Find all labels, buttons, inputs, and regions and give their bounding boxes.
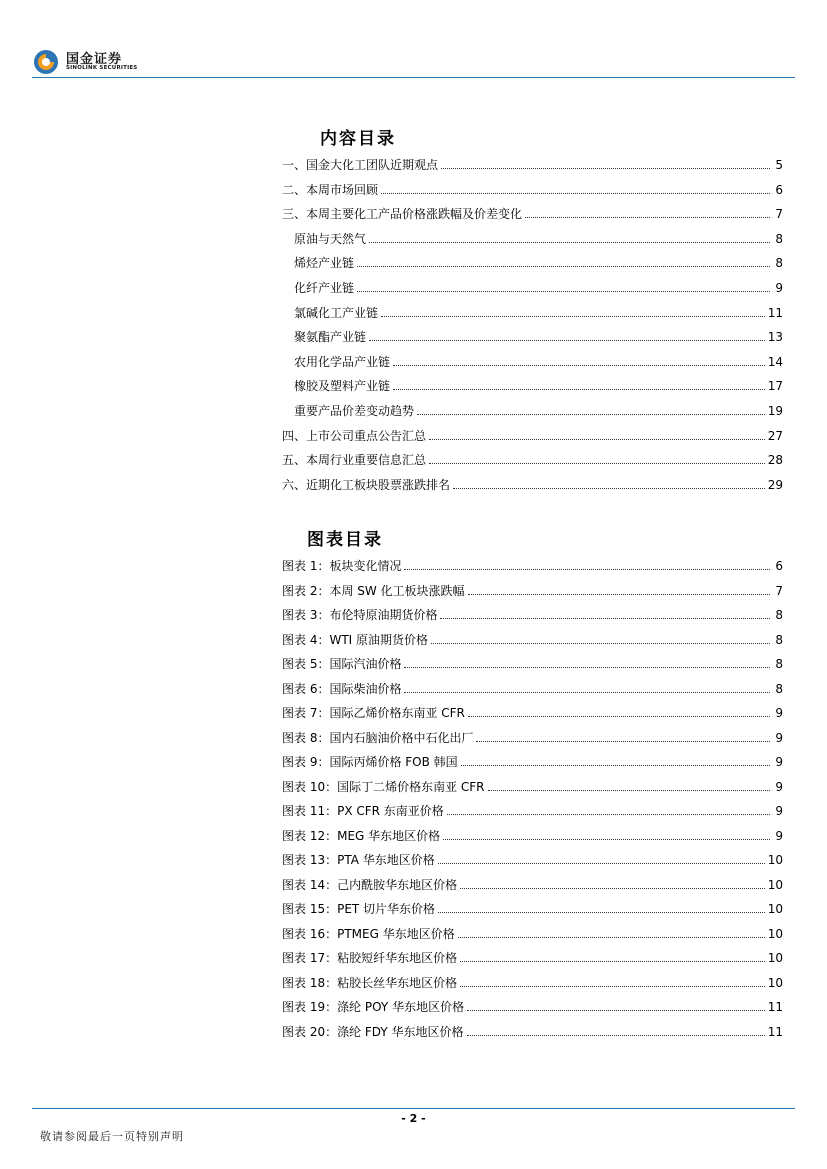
figure-entry-page: 8 (775, 657, 783, 671)
dot-leader (458, 937, 765, 938)
toc-entry-label: 农用化学品产业链 (294, 354, 391, 369)
figure-entry-label: 图表 9：国际丙烯价格 FOB 韩国 (282, 755, 458, 769)
figure-entry-label: 图表 2：本周 SW 化工板块涨跌幅 (282, 583, 465, 598)
toc-entry-label: 氯碱化工产业链 (294, 305, 379, 320)
figure-entry-label: 图表 7：国际乙烯价格东南亚 CFR (282, 706, 465, 720)
dot-leader (357, 266, 770, 267)
toc-entry-page: 19 (767, 404, 783, 418)
dot-leader (404, 569, 770, 570)
footer-disclaimer: 敬请参阅最后一页特别声明 (40, 1130, 184, 1143)
dot-leader (429, 439, 765, 440)
dot-leader (438, 912, 765, 913)
toc-entry-page: 14 (767, 354, 783, 369)
figure-entry-label: 图表 14：己内酰胺华东地区价格 (282, 877, 458, 892)
figure-entry-page: 8 (775, 681, 783, 696)
figure-entry[interactable] (282, 924, 783, 942)
figure-entry-label: 图表 6：国际柴油价格 (282, 681, 402, 696)
dot-leader (453, 488, 765, 489)
toc-entry-page: 17 (767, 379, 783, 394)
toc-entry-label: 橡胶及塑料产业链 (294, 379, 391, 394)
toc-entry-page: 29 (767, 477, 783, 492)
figure-entry[interactable] (282, 875, 783, 893)
dot-leader (417, 414, 765, 415)
figure-entry[interactable] (282, 728, 783, 746)
sinolink-logo-icon (32, 48, 60, 76)
figure-entry-label: 图表 3：布伦特原油期货价格 (282, 608, 438, 622)
dot-leader (443, 839, 770, 840)
figure-entry-label: 图表 18：粘胶长丝华东地区价格 (282, 975, 458, 990)
toc-entry[interactable] (294, 253, 783, 271)
figure-entry-label: 图表 11：PX CFR 东南亚价格 (282, 804, 444, 818)
toc-entry[interactable] (282, 155, 783, 173)
figure-entry[interactable] (282, 826, 783, 844)
figure-entry[interactable] (282, 850, 783, 868)
toc-entry[interactable] (282, 450, 783, 468)
toc-entry-label: 五、本周行业重要信息汇总 (282, 453, 427, 468)
figure-entry-page: 11 (767, 1024, 783, 1039)
toc-entry-label: 六、近期化工板块股票涨跌排名 (282, 477, 451, 492)
figure-entry-page: 10 (767, 975, 783, 990)
dot-leader (440, 618, 770, 619)
dot-leader (461, 765, 770, 766)
figures-title: 图表目录 (307, 530, 383, 550)
toc-entry-page: 27 (767, 428, 783, 443)
toc-entry-label: 重要产品价差变动趋势 (294, 404, 415, 418)
toc-entry[interactable] (294, 327, 783, 345)
dot-leader (441, 168, 770, 169)
toc-entry-page: 8 (775, 231, 783, 246)
figure-entry-page: 10 (767, 926, 783, 941)
figure-entry[interactable] (282, 654, 783, 672)
toc-entry-label: 二、本周市场回顾 (282, 182, 379, 197)
toc-entry-page: 5 (775, 158, 783, 172)
page-number: - 2 - (401, 1112, 426, 1125)
figure-entry-page: 9 (775, 779, 783, 794)
figure-entry[interactable] (282, 605, 783, 623)
figure-entry-label: 图表 8：国内石脑油价格中石化出厂 (282, 730, 474, 745)
dot-leader (369, 242, 770, 243)
dot-leader (488, 790, 770, 791)
figure-entry-label: 图表 16：PTMEG 华东地区价格 (282, 926, 455, 941)
dot-leader (429, 463, 765, 464)
toc-entry-label: 四、上市公司重点公告汇总 (282, 428, 427, 443)
dot-leader (467, 1035, 765, 1036)
toc-entry-label: 三、本周主要化工产品价格涨跌幅及价差变化 (282, 207, 523, 222)
toc-entry-label: 烯烃产业链 (294, 256, 355, 271)
figure-entry-label: 图表 17：粘胶短纤华东地区价格 (282, 951, 458, 965)
toc-entry-page: 11 (767, 305, 783, 320)
dot-leader (468, 594, 770, 595)
toc-entry-page: 6 (775, 182, 783, 197)
toc-entry[interactable] (294, 303, 783, 321)
toc-title: 内容目录 (320, 129, 396, 149)
figure-entry[interactable] (282, 948, 783, 966)
toc-entry[interactable] (282, 180, 783, 198)
dot-leader (404, 692, 770, 693)
figure-entry[interactable] (282, 703, 783, 721)
figure-entry[interactable] (282, 899, 783, 917)
toc-entry-page: 13 (767, 330, 783, 345)
figure-entry-page: 9 (775, 804, 783, 818)
dot-leader (460, 888, 765, 889)
toc-entry-label: 原油与天然气 (294, 231, 367, 246)
toc-entry[interactable] (294, 352, 783, 370)
figure-entry-page: 10 (767, 902, 783, 916)
toc-entry[interactable] (282, 204, 783, 222)
toc-entry[interactable] (294, 376, 783, 394)
dot-leader (381, 316, 765, 317)
dot-leader (404, 667, 770, 668)
figure-entry-page: 9 (775, 828, 783, 843)
toc-entry-label: 化纤产业链 (294, 281, 355, 295)
dot-leader (468, 716, 770, 717)
figure-entry[interactable] (282, 752, 783, 770)
figure-entry[interactable] (282, 556, 783, 574)
figure-entry-page: 9 (775, 730, 783, 745)
dot-leader (381, 193, 770, 194)
dot-leader (467, 1010, 765, 1011)
toc-entry-label: 一、国金大化工团队近期观点 (282, 158, 439, 172)
dot-leader (460, 986, 765, 987)
figure-entry[interactable] (282, 801, 783, 819)
figure-entry-label: 图表 10：国际丁二烯价格东南亚 CFR (282, 779, 485, 794)
figure-entry-label: 图表 13：PTA 华东地区价格 (282, 853, 435, 867)
toc-entry[interactable] (282, 426, 783, 444)
figure-entry[interactable] (282, 777, 783, 795)
toc-entry-label: 聚氨酯产业链 (294, 330, 367, 345)
toc-entry-page: 28 (767, 453, 783, 468)
company-logo (32, 46, 162, 76)
figure-entry-page: 10 (767, 951, 783, 965)
toc-entry[interactable] (294, 278, 783, 296)
figure-entry[interactable] (282, 581, 783, 599)
figure-entry-page: 8 (775, 608, 783, 622)
toc-entry[interactable] (294, 401, 783, 419)
header-divider (32, 77, 795, 78)
toc-entry[interactable] (282, 475, 783, 493)
figure-entry-page: 9 (775, 755, 783, 769)
toc-entry[interactable] (294, 229, 783, 247)
figure-entry-label: 图表 4：WTI 原油期货价格 (282, 632, 428, 647)
figure-entry-page: 11 (767, 1000, 783, 1014)
figure-entry[interactable] (282, 630, 783, 648)
figure-entry-label: 图表 1：板块变化情况 (282, 559, 402, 573)
figure-entry-page: 6 (775, 559, 783, 573)
figure-entry-label: 图表 15：PET 切片华东价格 (282, 902, 436, 916)
dot-leader (460, 961, 765, 962)
toc-entry-page: 8 (775, 256, 783, 271)
dot-leader (438, 863, 765, 864)
logo-text-cn: 国金证券 (66, 52, 123, 67)
figure-entry[interactable] (282, 1022, 783, 1040)
toc-entry-page: 7 (775, 207, 783, 222)
figure-entry[interactable] (282, 973, 783, 991)
logo-text-en: SINOLINK SECURITIES (66, 65, 138, 71)
footer-divider (32, 1108, 795, 1109)
figure-entry-page: 8 (775, 632, 783, 647)
figure-entry-label: 图表 20：涤纶 FDY 华东地区价格 (282, 1024, 464, 1039)
figure-entry-page: 9 (775, 706, 783, 720)
dot-leader (476, 741, 770, 742)
figure-entry-page: 10 (767, 877, 783, 892)
dot-leader (393, 365, 765, 366)
toc-entry-page: 9 (775, 281, 783, 295)
figure-entry-label: 图表 12：MEG 华东地区价格 (282, 828, 441, 843)
figure-entry[interactable] (282, 679, 783, 697)
dot-leader (393, 389, 765, 390)
dot-leader (525, 217, 770, 218)
dot-leader (369, 340, 765, 341)
figure-entry-page: 10 (767, 853, 783, 867)
figure-entry-page: 7 (775, 583, 783, 598)
figure-entry[interactable] (282, 997, 783, 1015)
dot-leader (447, 814, 770, 815)
figure-entry-label: 图表 19：涤纶 POY 华东地区价格 (282, 1000, 465, 1014)
figure-entry-label: 图表 5：国际汽油价格 (282, 657, 402, 671)
dot-leader (431, 643, 770, 644)
dot-leader (357, 291, 770, 292)
